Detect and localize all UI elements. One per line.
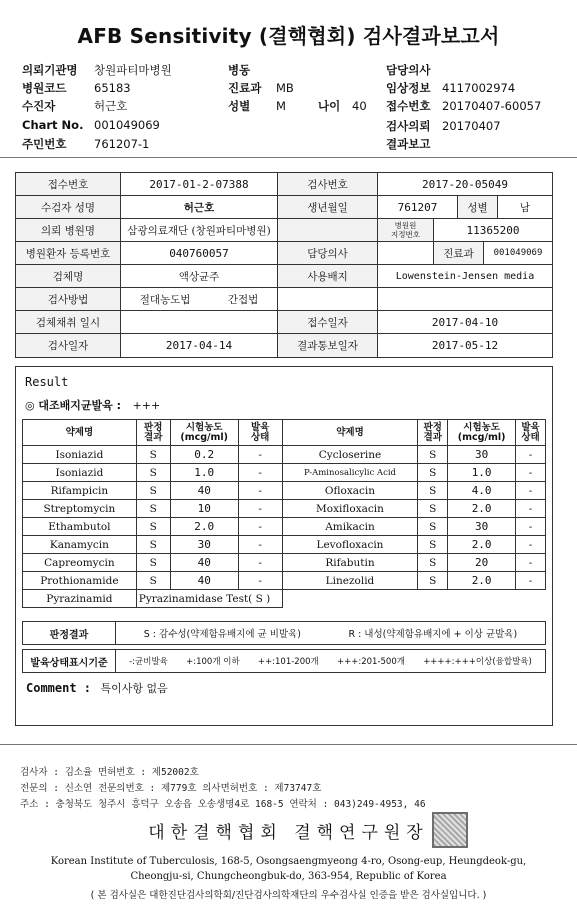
table-cell: S xyxy=(136,482,170,500)
cell-label: 진료과 xyxy=(434,242,484,264)
table-row xyxy=(16,242,552,265)
cell-value: 2017-05-12 xyxy=(431,339,499,352)
table-cell: S xyxy=(418,518,448,536)
table-cell: 2.0 xyxy=(448,500,516,518)
table-row xyxy=(16,265,552,288)
cell-label: 접수번호 xyxy=(16,173,121,195)
header-field: 진료과 MB xyxy=(228,81,294,95)
column-header: 판정 결과 xyxy=(418,420,448,446)
pza-test: Pyrazinamidase Test( S ) xyxy=(136,590,282,608)
table-cell: - xyxy=(238,554,282,572)
table-cell: - xyxy=(516,464,546,482)
cell-label: 검체채취 일시 xyxy=(16,311,121,333)
drug-name: Ofloxacin xyxy=(282,482,418,500)
table-cell: - xyxy=(238,572,282,590)
judgement-label: 판정결과 xyxy=(23,622,116,644)
table-cell: - xyxy=(238,500,282,518)
criteria-item: +++:201-500개 xyxy=(336,657,405,667)
table-cell: S xyxy=(418,572,448,590)
control-growth-label: ◎ 대조배지균발육 : xyxy=(25,399,122,412)
comment-value: 특이사항 없음 xyxy=(100,682,168,695)
specialist-line: 전문의 : 신소연 전문의번호 : 제779호 의사면허번호 : 제73747호 xyxy=(20,783,322,794)
drug-name: Rifabutin xyxy=(282,554,418,572)
judgement-r: R : 내성(약제함유배지에 + 이상 균발육) xyxy=(348,629,518,640)
cell-label: 검사방법 xyxy=(16,288,121,310)
sensitivity-table xyxy=(22,419,546,608)
cell-label: 의뢰 병원명 xyxy=(16,219,121,241)
table-row xyxy=(16,173,552,196)
header-field: 담당의사 xyxy=(386,63,431,77)
table-header-row xyxy=(23,420,546,446)
column-header: 약제명 xyxy=(282,420,418,446)
cell-label: 접수일자 xyxy=(278,311,378,333)
table-cell: - xyxy=(238,464,282,482)
table-cell: 30 xyxy=(448,518,516,536)
cell-value: 001049069 xyxy=(493,248,543,258)
judgement-s: S : 감수성(약제함유배지에 균 비발육) xyxy=(143,629,301,640)
table-cell: 2.0 xyxy=(170,518,238,536)
table-row xyxy=(23,446,546,464)
method-2: 간접법 xyxy=(227,293,259,306)
table-cell: 1.0 xyxy=(170,464,238,482)
drug-name: Streptomycin xyxy=(23,500,137,518)
control-growth xyxy=(25,397,160,413)
result-title: Result xyxy=(25,375,69,389)
drug-name: Prothionamide xyxy=(23,572,137,590)
cell-value: 040760057 xyxy=(121,242,278,264)
header-field: 병원코드 65183 xyxy=(22,81,131,95)
table-cell: - xyxy=(516,572,546,590)
table-row xyxy=(23,590,546,608)
method-1: 절대농도법 xyxy=(139,293,191,306)
cell-label: 병원환자 등록번호 xyxy=(16,242,121,264)
table-cell: - xyxy=(238,518,282,536)
table-cell: S xyxy=(418,554,448,572)
table-cell: - xyxy=(238,446,282,464)
table-row xyxy=(23,572,546,590)
table-cell: 40 xyxy=(170,482,238,500)
cell-value: 2017-04-10 xyxy=(431,315,499,329)
table-cell: 0.2 xyxy=(170,446,238,464)
table-row xyxy=(16,196,552,219)
cell-value: 761207 xyxy=(378,196,458,218)
table-row xyxy=(16,311,552,334)
header-field: 수진자 허근호 xyxy=(22,99,128,113)
table-cell: - xyxy=(516,446,546,464)
column-header: 시험농도 (mcg/ml) xyxy=(170,420,238,446)
criteria-item: ++:101-200개 xyxy=(257,657,319,667)
header-field: 나이 40 xyxy=(318,99,367,113)
growth-criteria-label: 발육상태표시기준 xyxy=(23,650,116,672)
drug-name: Linezolid xyxy=(282,572,418,590)
criteria-item: +:100개 이하 xyxy=(186,657,240,667)
table-cell: - xyxy=(516,536,546,554)
cell-value xyxy=(121,311,278,333)
drug-name: Ethambutol xyxy=(23,518,137,536)
cell-label: 수검자 성명 xyxy=(16,196,121,218)
drug-name: Isoniazid xyxy=(23,446,137,464)
table-cell: S xyxy=(136,464,170,482)
cell-value: 2017-01-2-07388 xyxy=(121,173,278,195)
report-title: AFB Sensitivity (결핵협회) 검사결과보고서 xyxy=(77,24,500,48)
table-row xyxy=(23,500,546,518)
control-growth-value: +++ xyxy=(132,399,161,412)
certification-note: ( 본 검사실은 대한진단검사의학회/진단검사의학재단의 우수검사실 인증을 받은 검사실입니다. ) xyxy=(90,890,487,901)
table-cell: - xyxy=(516,554,546,572)
table-cell: 40 xyxy=(170,554,238,572)
table-cell: - xyxy=(516,482,546,500)
divider xyxy=(0,157,577,158)
table-cell: S xyxy=(136,518,170,536)
institution-address-en: Korean Institute of Tuberculosis, 168-5, Osongsaengmyeong 4-ro, Osong-eup, Heungdeok-gu, xyxy=(50,856,527,867)
column-header: 시험농도 (mcg/ml) xyxy=(448,420,516,446)
empty-cell xyxy=(282,590,545,608)
cell-label: 병원원 지정번호 xyxy=(378,219,434,241)
table-cell: S xyxy=(136,500,170,518)
table-cell: S xyxy=(136,572,170,590)
table-row xyxy=(23,482,546,500)
table-cell: 2.0 xyxy=(448,536,516,554)
table-cell: 2.0 xyxy=(448,572,516,590)
table-cell: 20 xyxy=(448,554,516,572)
table-row xyxy=(23,518,546,536)
table-cell: - xyxy=(516,518,546,536)
table-cell: S xyxy=(418,446,448,464)
table-row xyxy=(16,334,552,357)
divider xyxy=(0,744,577,745)
table-row xyxy=(23,536,546,554)
cell-value: 11365200 xyxy=(466,223,520,237)
drug-name: Kanamycin xyxy=(23,536,137,554)
criteria-item: ++++:+++이상(융합발육) xyxy=(423,657,532,667)
table-row xyxy=(23,464,546,482)
official-seal xyxy=(432,812,468,848)
criteria-item: -:균비발육 xyxy=(129,657,168,667)
drug-name: Pyrazinamid xyxy=(23,590,137,608)
table-cell: 4.0 xyxy=(448,482,516,500)
table-row xyxy=(16,219,552,242)
drug-name: P-Aminosalicylic Acid xyxy=(282,464,418,482)
table-cell: - xyxy=(238,482,282,500)
table-row xyxy=(23,554,546,572)
growth-criteria xyxy=(22,649,546,673)
table-row xyxy=(16,288,552,311)
table-cell: 40 xyxy=(170,572,238,590)
header-field: 병동 xyxy=(228,63,251,77)
comment xyxy=(26,680,168,696)
header-field: 의뢰기관명 창원파티마병원 xyxy=(22,63,172,77)
column-header: 발육 상태 xyxy=(238,420,282,446)
drug-name: Levofloxacin xyxy=(282,536,418,554)
table-cell: S xyxy=(136,446,170,464)
table-cell: S xyxy=(418,536,448,554)
drug-name: Amikacin xyxy=(282,518,418,536)
comment-label: Comment : xyxy=(26,681,92,695)
header-field: 검사의뢰 20170407 xyxy=(386,119,501,133)
table-cell: 30 xyxy=(448,446,516,464)
cell-value: 2017-20-05049 xyxy=(421,177,509,191)
table-cell: S xyxy=(418,500,448,518)
header-field: 성별 M xyxy=(228,99,286,113)
cell-label: 담당의사 xyxy=(278,242,378,264)
drug-name: Rifampicin xyxy=(23,482,137,500)
table-cell: S xyxy=(136,536,170,554)
table-cell: S xyxy=(418,464,448,482)
column-header: 발육 상태 xyxy=(516,420,546,446)
cell-label: 결과통보일자 xyxy=(278,334,378,357)
header-field: 접수번호 20170407-60057 xyxy=(386,99,542,113)
header-field: Chart No. 001049069 xyxy=(22,118,160,132)
header-field: 임상정보 4117002974 xyxy=(386,81,516,95)
cell-label: 사용배지 xyxy=(278,265,378,287)
report-info-table xyxy=(15,172,553,358)
institution-name: 대한결핵협회 결핵연구원장 xyxy=(148,823,429,843)
result-box xyxy=(15,366,553,726)
judgement-legend xyxy=(22,621,546,645)
drug-name: Isoniazid xyxy=(23,464,137,482)
cell-value: 삼광의료재단 (창원파티마병원) xyxy=(121,219,278,241)
table-cell: - xyxy=(516,500,546,518)
cell-label: 검사일자 xyxy=(16,334,121,357)
cell-value: 2017-04-14 xyxy=(121,334,278,357)
table-cell: 1.0 xyxy=(448,464,516,482)
column-header: 판정 결과 xyxy=(136,420,170,446)
cell-label: 성별 xyxy=(458,196,498,218)
drug-name: Moxifloxacin xyxy=(282,500,418,518)
cell-value: 남 xyxy=(519,201,531,214)
table-cell: 30 xyxy=(170,536,238,554)
cell-value: Lowenstein-Jensen media xyxy=(395,270,535,282)
cell-label: 검체명 xyxy=(16,265,121,287)
examiner-line: 검사자 : 김소율 면허번호 : 제52002호 xyxy=(20,767,199,778)
cell-value: 허근호 xyxy=(121,196,278,218)
column-header: 약제명 xyxy=(23,420,137,446)
address-line: 주소 : 충청북도 청주시 흥덕구 오송읍 오송생명4로 168-5 연락처 : 043)249-4953, 46 xyxy=(20,799,426,810)
drug-name: Cycloserine xyxy=(282,446,418,464)
header-field: 결과보고 xyxy=(386,137,431,151)
cell-label: 검사번호 xyxy=(278,173,378,195)
cell-value: 액상균주 xyxy=(121,265,278,287)
table-cell: S xyxy=(136,554,170,572)
table-cell: - xyxy=(238,536,282,554)
header-field: 주민번호 761207-1 xyxy=(22,137,150,151)
institution-address-en-2: Cheongju-si, Chungcheongbuk-do, 363-954, Republic of Korea xyxy=(130,871,447,882)
drug-name: Capreomycin xyxy=(23,554,137,572)
table-cell: 10 xyxy=(170,500,238,518)
cell-label: 생년월일 xyxy=(278,196,378,218)
cell-value xyxy=(121,288,278,310)
table-cell: S xyxy=(418,482,448,500)
